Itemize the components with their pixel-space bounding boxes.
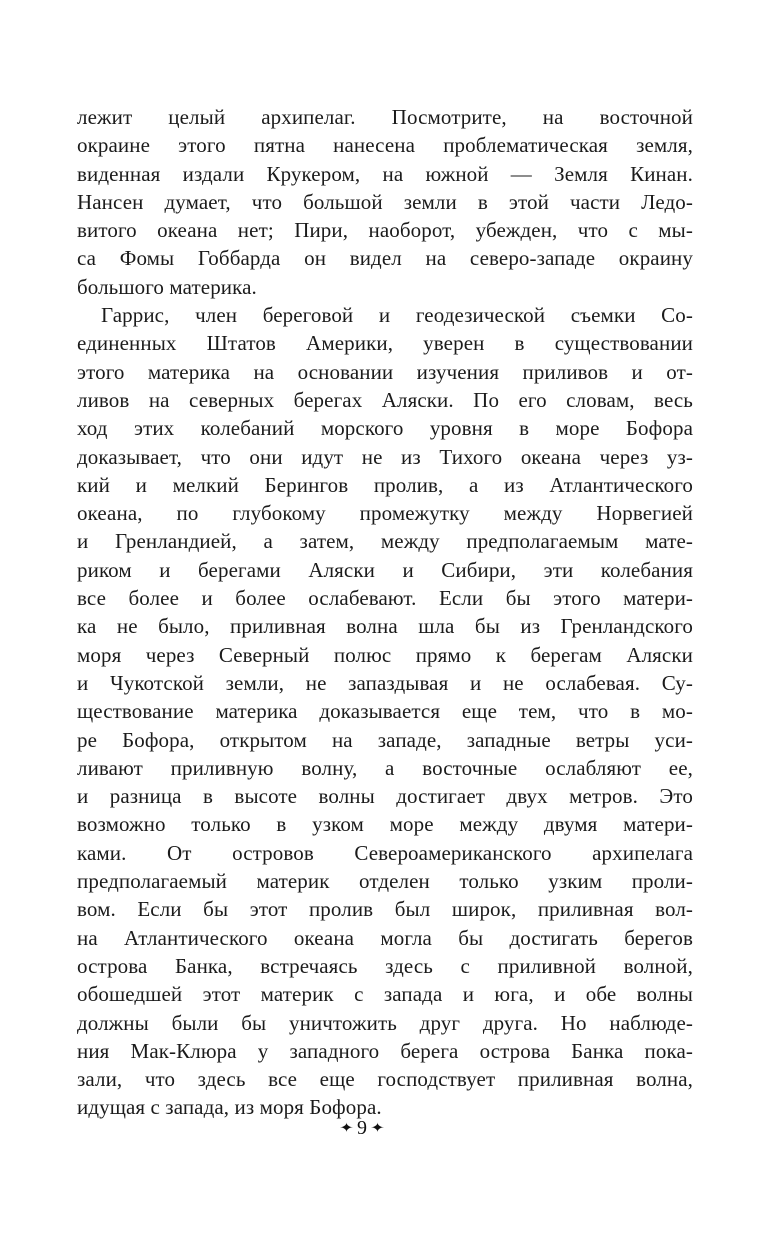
text-line: Нансен думает, что большой земли в этой части Ледо-: [77, 189, 693, 214]
text-line: лежит целый архипелаг. Посмотрите, на восточной: [77, 105, 693, 129]
text-line: вом. Если бы этот пролив был широк, приливная вол-: [77, 897, 693, 922]
text-line: возможно только в узком море между двумя матери-: [77, 812, 693, 837]
text-line: зали, что здесь все еще господствует приливная волна,: [77, 1067, 693, 1092]
text-line: на Атлантического океана могла бы достигать берегов: [77, 925, 693, 950]
text-line: острова Банка, встречаясь здесь с приливной волной,: [77, 953, 693, 978]
text-line: ливов на северных берегах Аляски. По его словам, весь: [77, 387, 693, 412]
text-line: ществование материка доказывается еще тем, что в мо-: [77, 699, 693, 724]
text-line: риком и берегами Аляски и Сибири, эти колебания: [77, 557, 693, 582]
text-line: единенных Штатов Америки, уверен в существовании: [77, 331, 693, 356]
footer-ornament-right-icon: ✦: [370, 1120, 385, 1136]
text-line: ход этих колебаний морского уровня в море Бофора: [77, 416, 693, 441]
text-line: ка не было, приливная волна шла бы из Гренландского: [77, 614, 693, 639]
text-line: и разница в высоте волны достигает двух метров. Это: [77, 784, 693, 809]
text-line: окраине этого пятна нанесена проблематическая земля,: [77, 133, 693, 158]
text-line: ния Мак-Клюра у западного берега острова Банка пока-: [77, 1038, 693, 1063]
text-line: витого океана нет; Пири, наоборот, убежден, что с мы-: [77, 218, 693, 243]
text-line: все более и более ослабевают. Если бы этого матери-: [77, 586, 693, 611]
text-line: моря через Северный полюс прямо к берегам Аляски: [77, 642, 693, 667]
text-line: должны были бы уничтожить друг друга. Но наблюде-: [77, 1010, 693, 1035]
paragraph: [77, 103, 693, 301]
text-line: кий и мелкий Берингов пролив, а из Атлантического: [77, 472, 693, 497]
text-line: идущая с запада, из моря Бофора.: [77, 1095, 382, 1120]
text-line: са Фомы Гоббарда он видел на северо-западе окраину: [77, 246, 693, 271]
paragraph: [77, 301, 693, 1122]
text-line: и Чукотской земли, не запаздывая и не ослабевая. Су-: [77, 670, 693, 695]
text-line: ками. От островов Североамериканского архипелага: [77, 840, 693, 865]
text-line: ливают приливную волну, а восточные ослабляют ее,: [77, 755, 693, 780]
text-line: Гаррис, член береговой и геодезической съемки Со-: [101, 303, 693, 328]
text-line: этого материка на основании изучения приливов и от-: [77, 359, 693, 384]
text-line: океана, по глубокому промежутку между Норвегией: [77, 501, 693, 526]
text-column: [77, 103, 693, 1122]
text-line: и Гренландией, а затем, между предполагаемым мате-: [77, 529, 693, 554]
text-line: предполагаемый материк отделен только узким проли-: [77, 869, 693, 894]
page-footer: [0, 1118, 724, 1138]
text-line: обошедшей этот материк с запада и юга, и обе волны: [77, 982, 693, 1007]
text-line: доказывает, что они идут не из Тихого океана через уз-: [77, 444, 693, 469]
text-line: большого материка.: [77, 274, 257, 299]
page-number: 9: [357, 1117, 367, 1139]
text-line: ре Бофора, открытом на западе, западные ветры уси-: [77, 727, 693, 752]
footer-ornament-left-icon: ✦: [339, 1120, 354, 1136]
text-line: виденная издали Крукером, на южной — Земля Кинан.: [77, 161, 693, 186]
